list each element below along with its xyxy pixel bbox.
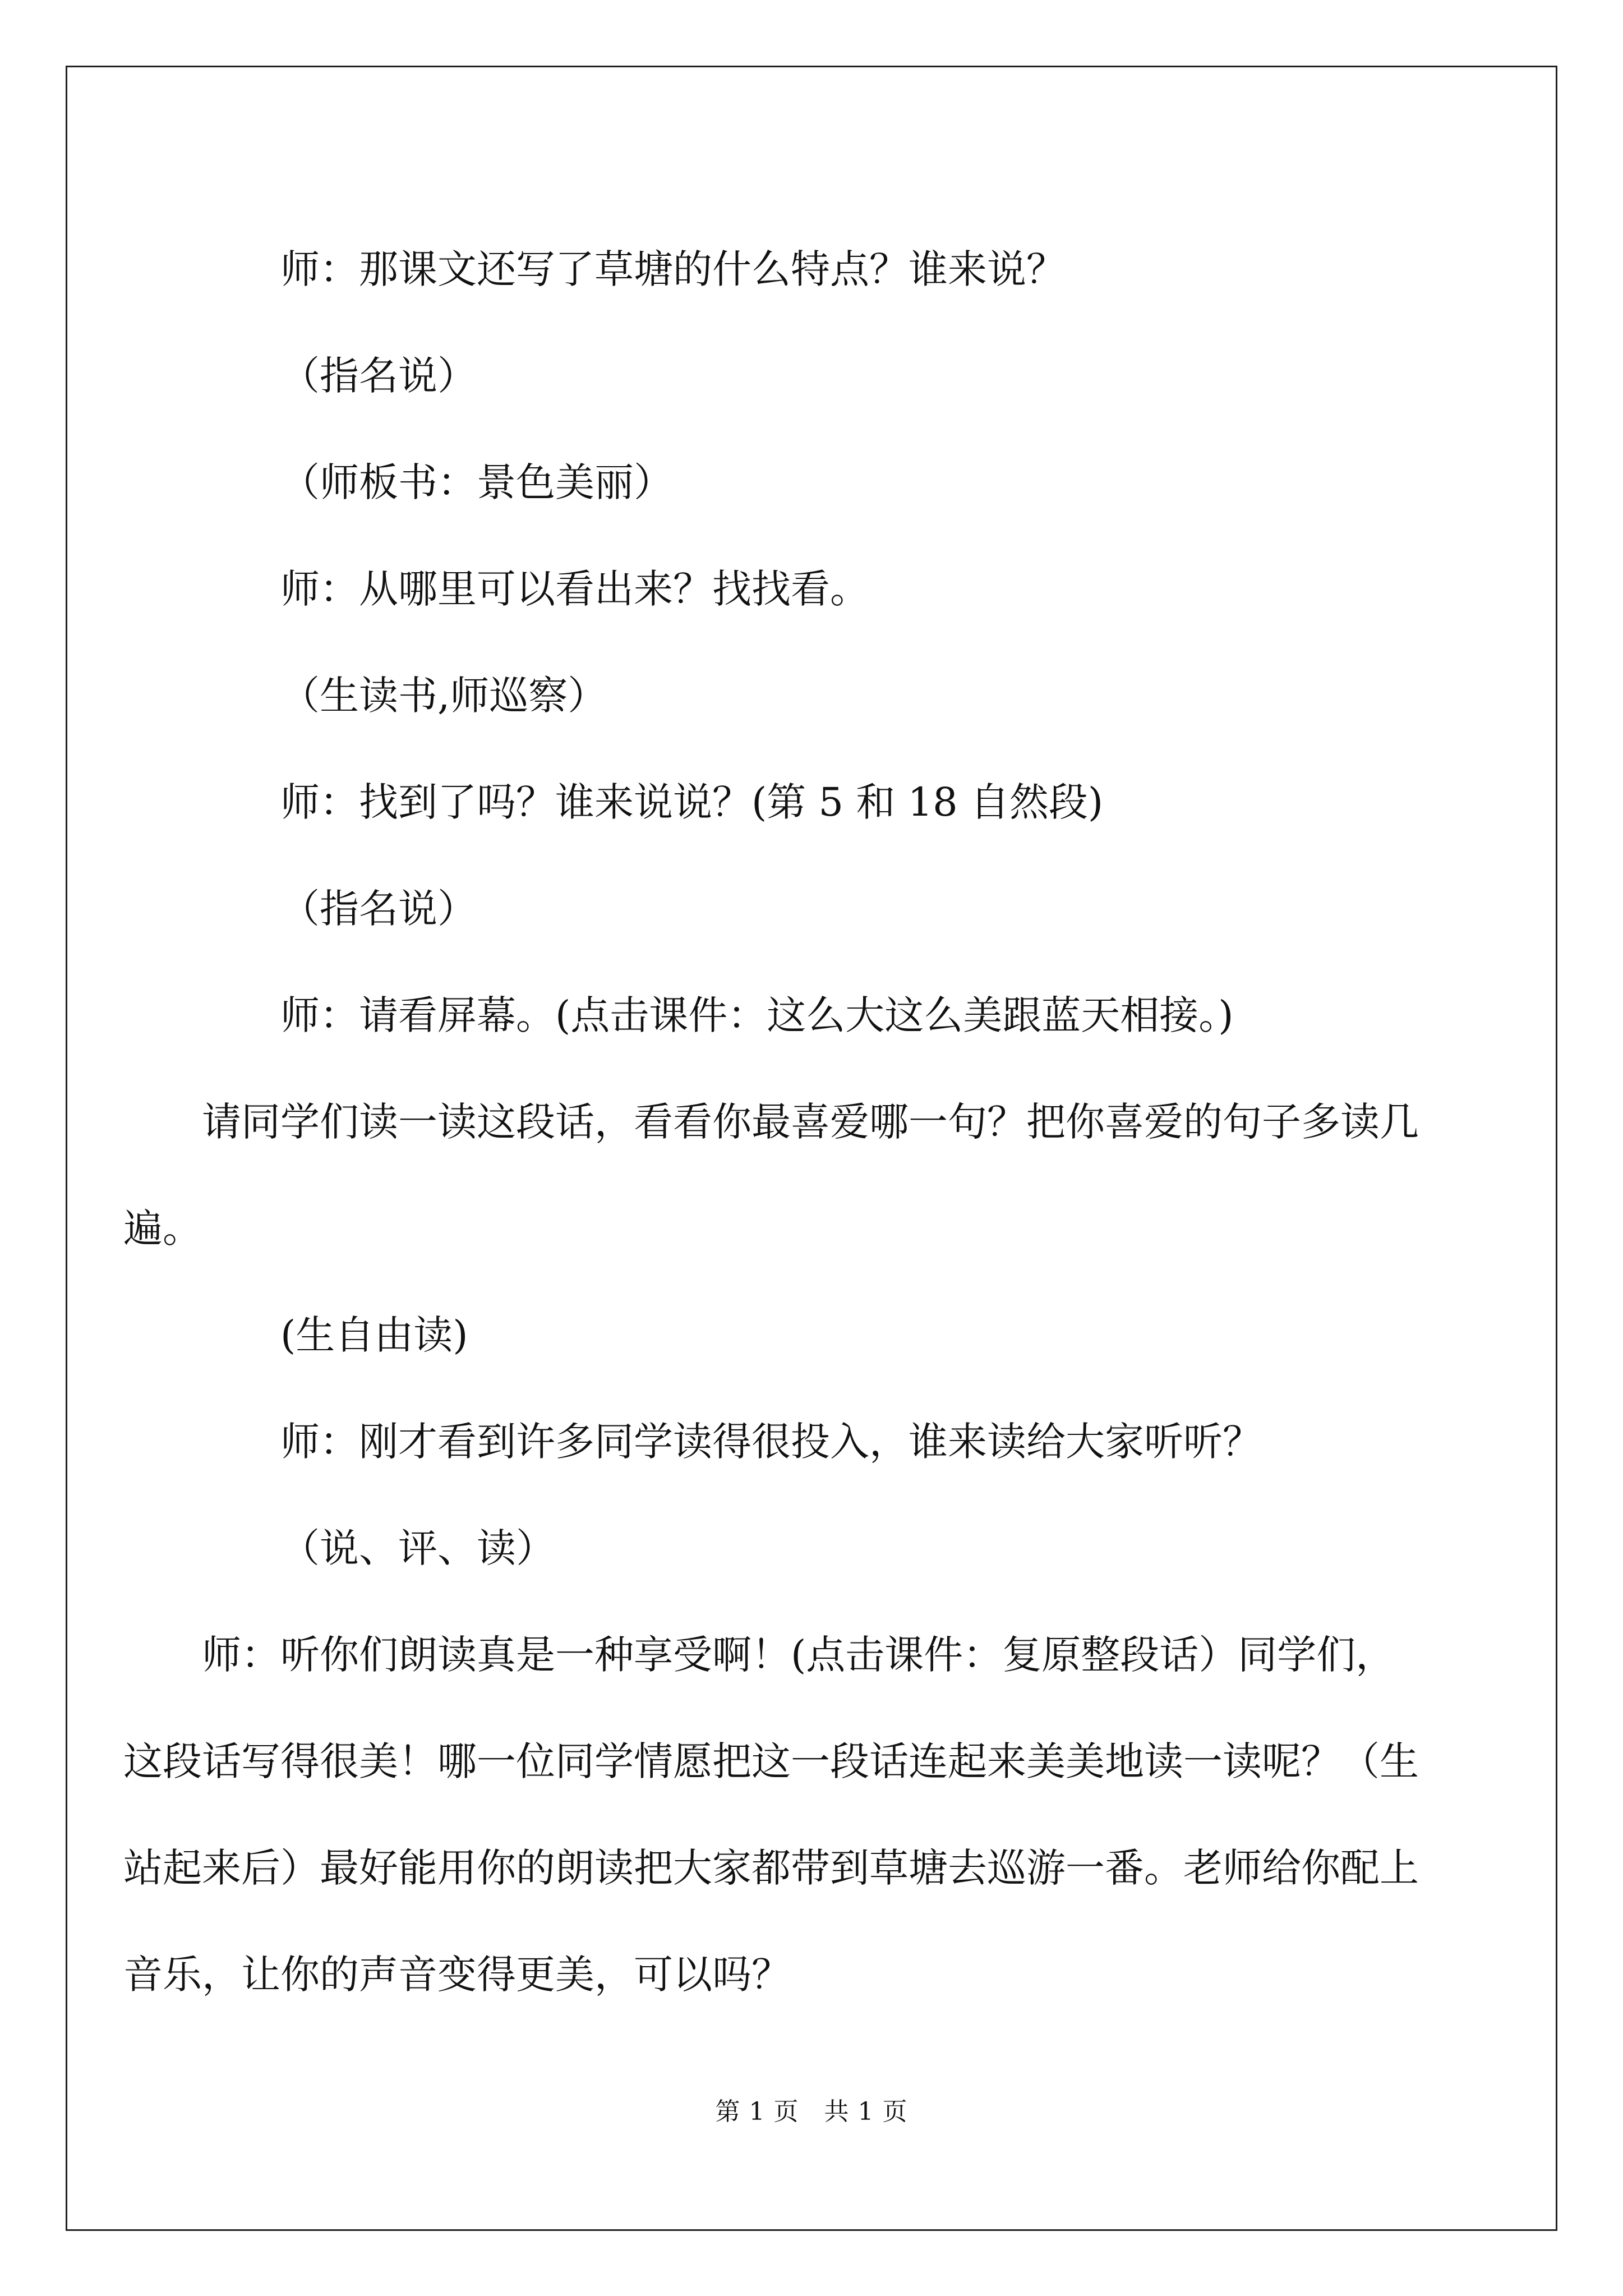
paragraph-9: 请同学们读一读这段话，看看你最喜爱哪一句？把你喜爱的句子多读几遍。 [123, 1099, 1419, 1251]
paragraph-10: (生自由读) [280, 1312, 468, 1358]
paragraph-11: 师：刚才看到许多同学读得很投入，谁来读给大家听听？ [280, 1419, 1262, 1465]
paragraph-5: （生读书,师巡察） [280, 673, 607, 719]
paragraph-13: 师：听你们朗读真是一种享受啊！(点击课件：复原整段话）同学们，这段话写得很美！哪一位同学情愿把这一段话连起来美美地读一读呢？（生站起来后）最好能用你的朗读把大家都带到草塘去巡游一番。老师给你配上音乐，让你的声音变得更美，可以吗？ [123, 1632, 1419, 1998]
paragraph-7: （指名说） [280, 886, 477, 932]
paragraph-4: 师：从哪里可以看出来？找找看。 [280, 566, 869, 612]
paragraph-8: 师：请看屏幕。(点击课件：这么大这么美跟蓝天相接。) [280, 992, 1234, 1038]
paragraph-12: （说、评、读） [280, 1525, 555, 1571]
paragraph-2: （指名说） [280, 353, 477, 399]
paragraph-1: 师：那课文还写了草塘的什么特点？谁来说？ [280, 246, 1066, 292]
paragraph-3: （师板书：景色美丽） [280, 459, 673, 505]
page-footer: 第 1 页 共 1 页 [715, 2097, 908, 2126]
document-body [123, 216, 1424, 2028]
paragraph-6: 师：找到了吗？谁来说说？(第 5 和 18 自然段) [280, 779, 1104, 825]
